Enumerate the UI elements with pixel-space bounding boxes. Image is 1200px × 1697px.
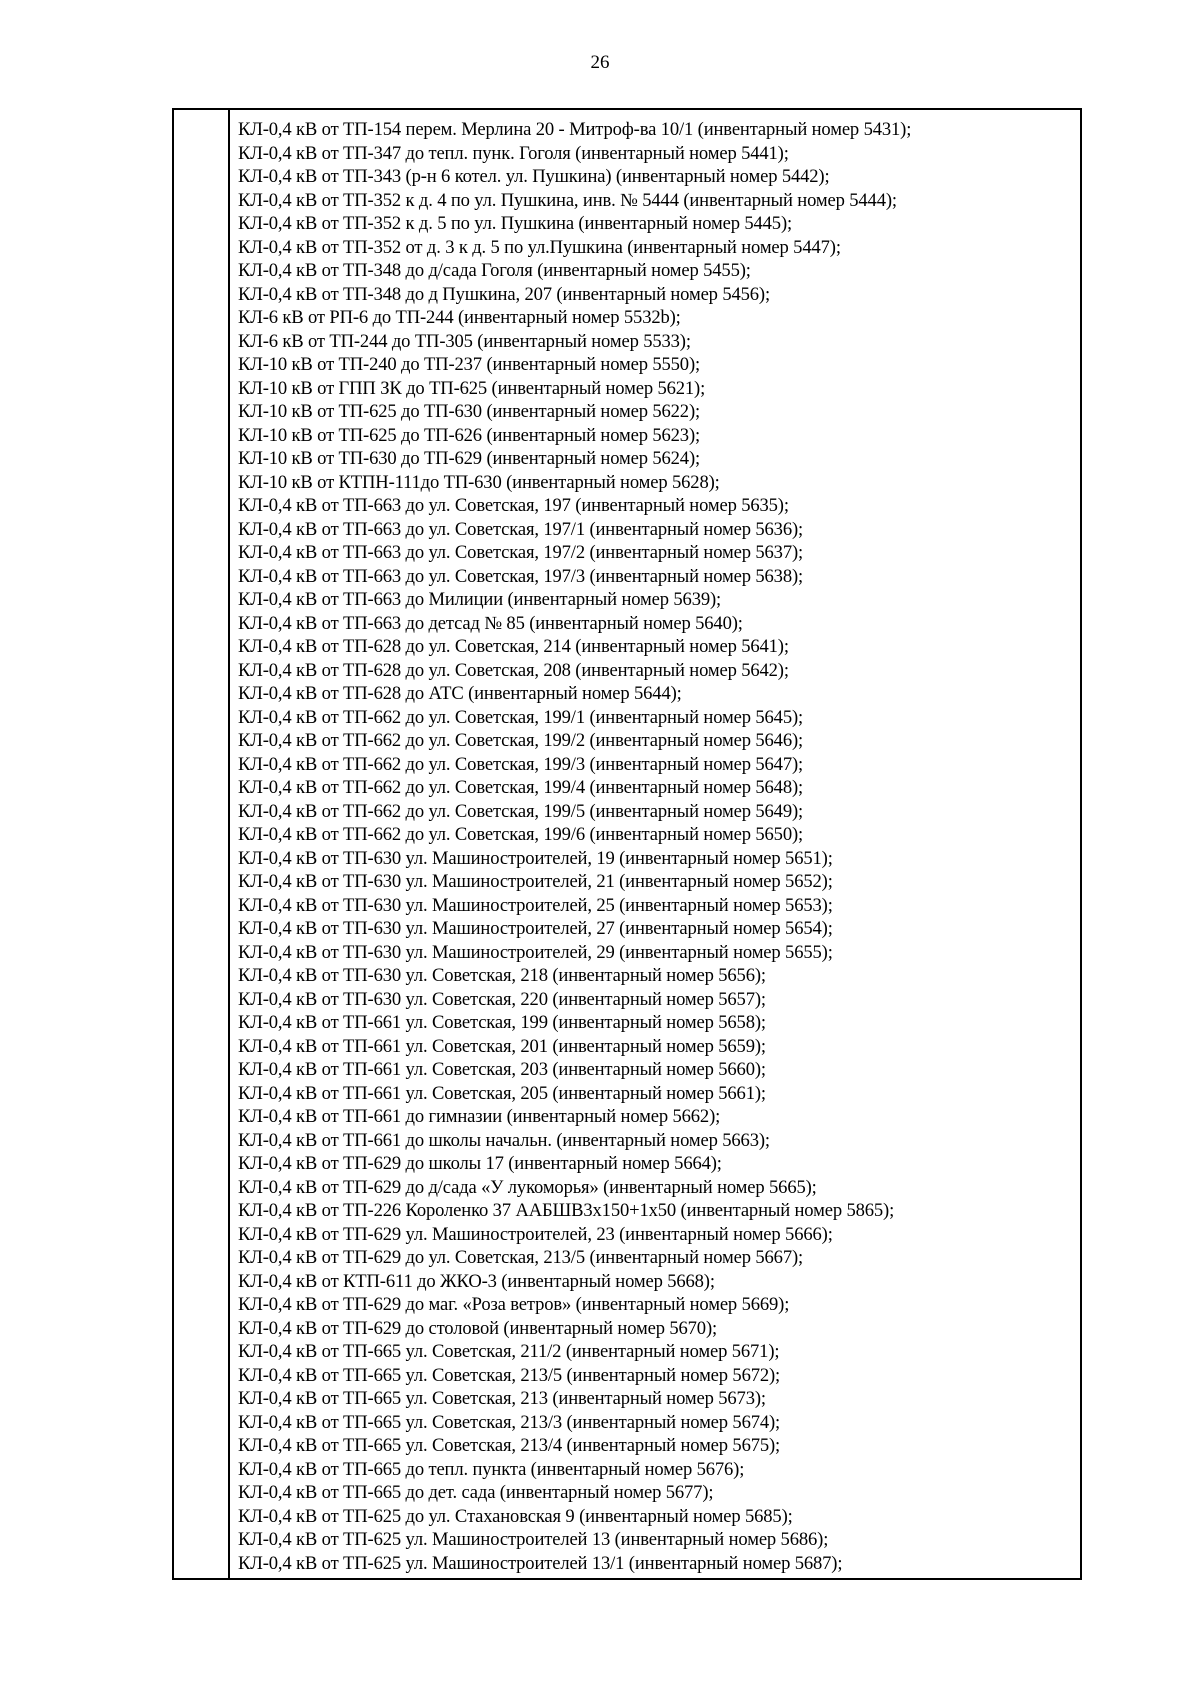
list-item: КЛ-0,4 кВ от ТП-663 до детсад № 85 (инвентарный номер 5640); bbox=[238, 612, 743, 634]
list-item: КЛ-0,4 кВ от ТП-662 до ул. Советская, 199/3 (инвентарный номер 5647); bbox=[238, 753, 804, 775]
list-item: КЛ-0,4 кВ от ТП-665 ул. Советская, 213/3 (инвентарный номер 5674); bbox=[238, 1411, 781, 1433]
list-item: КЛ-0,4 кВ от ТП-629 ул. Машиностроителей, 23 (инвентарный номер 5666); bbox=[238, 1223, 833, 1245]
list-item: КЛ-0,4 кВ от ТП-625 ул. Машиностроителей 13/1 (инвентарный номер 5687); bbox=[238, 1552, 843, 1574]
list-item: КЛ-0,4 кВ от ТП-630 ул. Советская, 218 (инвентарный номер 5656); bbox=[238, 965, 766, 986]
list-item: КЛ-0,4 кВ от ТП-628 до АТС (инвентарный номер 5644); bbox=[238, 683, 682, 704]
list-item: КЛ-0,4 кВ от ТП-625 до ул. Стахановская 9 (инвентарный номер 5685); bbox=[238, 1505, 793, 1527]
list-item: КЛ-10 кВ от ТП-625 до ТП-626 (инвентарный номер 5623); bbox=[238, 424, 701, 446]
list-item: КЛ-0,4 кВ от ТП-665 ул. Советская, 211/2 (инвентарный номер 5671); bbox=[238, 1341, 780, 1362]
list-item: КЛ-0,4 кВ от КТП-611 до ЖКО-3 (инвентарный номер 5668); bbox=[238, 1270, 715, 1292]
list-item: КЛ-0,4 кВ от ТП-352 к д. 5 по ул. Пушкина (инвентарный номер 5445); bbox=[238, 213, 792, 234]
list-item: КЛ-0,4 кВ от ТП-663 до ул. Советская, 197/2 (инвентарный номер 5637); bbox=[238, 542, 804, 563]
list-item: КЛ-0,4 кВ от ТП-628 до ул. Советская, 208 (инвентарный номер 5642); bbox=[238, 659, 789, 681]
list-item: КЛ-0,4 кВ от ТП-662 до ул. Советская, 199/1 (инвентарный номер 5645); bbox=[238, 706, 804, 728]
list-item: КЛ-0,4 кВ от ТП-629 до школы 17 (инвентарный номер 5664); bbox=[238, 1153, 722, 1174]
list-item: КЛ-0,4 кВ от ТП-662 до ул. Советская, 199/2 (инвентарный номер 5646); bbox=[238, 730, 804, 751]
list-item: КЛ-10 кВ от ГПП ЗК до ТП-625 (инвентарный номер 5621); bbox=[238, 377, 706, 399]
list-item: КЛ-0,4 кВ от ТП-661 ул. Советская, 201 (инвентарный номер 5659); bbox=[238, 1035, 766, 1057]
list-item: КЛ-0,4 кВ от ТП-662 до ул. Советская, 199/6 (инвентарный номер 5650); bbox=[238, 824, 804, 845]
list-item: КЛ-0,4 кВ от ТП-663 до Милиции (инвентарный номер 5639); bbox=[238, 589, 722, 610]
list-item: КЛ-0,4 кВ от ТП-629 до маг. «Роза ветров» (инвентарный номер 5669); bbox=[238, 1294, 790, 1315]
list-item: КЛ-10 кВ от КТПН-111до ТП-630 (инвентарный номер 5628); bbox=[238, 471, 720, 493]
list-item: КЛ-0,4 кВ от ТП-663 до ул. Советская, 197/3 (инвентарный номер 5638); bbox=[238, 565, 804, 587]
list-item: КЛ-0,4 кВ от ТП-348 до д/сада Гоголя (инвентарный номер 5455); bbox=[238, 260, 751, 281]
list-item: КЛ-0,4 кВ от ТП-663 до ул. Советская, 197 (инвентарный номер 5635); bbox=[238, 495, 789, 516]
list-item: КЛ-10 кВ от ТП-240 до ТП-237 (инвентарный номер 5550); bbox=[238, 354, 701, 375]
list-item: КЛ-0,4 кВ от ТП-343 (р-н 6 котел. ул. Пушкина) (инвентарный номер 5442); bbox=[238, 166, 830, 187]
list-item: КЛ-0,4 кВ от ТП-665 ул. Советская, 213 (инвентарный номер 5673); bbox=[238, 1388, 766, 1409]
list-item: КЛ-6 кВ от РП-6 до ТП-244 (инвентарный номер 5532b); bbox=[238, 307, 681, 328]
list-item: КЛ-0,4 кВ от ТП-665 ул. Советская, 213/5 (инвентарный номер 5672); bbox=[238, 1364, 781, 1386]
list-item: КЛ-0,4 кВ от ТП-226 Короленко 37 ААБШВ3х150+1х50 (инвентарный номер 5865); bbox=[238, 1200, 895, 1221]
list-item: КЛ-0,4 кВ от ТП-347 до тепл. пунк. Гоголя (инвентарный номер 5441); bbox=[238, 142, 789, 164]
list-item: КЛ-0,4 кВ от ТП-662 до ул. Советская, 199/5 (инвентарный номер 5649); bbox=[238, 800, 804, 822]
list-item: КЛ-0,4 кВ от ТП-630 ул. Машиностроителей, 19 (инвентарный номер 5651); bbox=[238, 847, 833, 869]
list-item: КЛ-0,4 кВ от ТП-629 до столовой (инвентарный номер 5670); bbox=[238, 1317, 718, 1339]
list-item: КЛ-0,4 кВ от ТП-630 ул. Советская, 220 (инвентарный номер 5657); bbox=[238, 988, 766, 1010]
list-item: КЛ-6 кВ от ТП-244 до ТП-305 (инвентарный номер 5533); bbox=[238, 330, 691, 352]
document-table bbox=[172, 108, 1082, 1580]
list-item: КЛ-0,4 кВ от ТП-348 до д Пушкина, 207 (инвентарный номер 5456); bbox=[238, 283, 770, 305]
list-item: КЛ-0,4 кВ от ТП-625 ул. Машиностроителей 13 (инвентарный номер 5686); bbox=[238, 1529, 829, 1550]
list-item: КЛ-0,4 кВ от ТП-661 до школы начальн. (инвентарный номер 5663); bbox=[238, 1129, 770, 1151]
page-number: 26 bbox=[590, 52, 610, 73]
list-item: КЛ-0,4 кВ от ТП-630 ул. Машиностроителей, 25 (инвентарный номер 5653); bbox=[238, 894, 833, 916]
list-item: КЛ-0,4 кВ от ТП-662 до ул. Советская, 199/4 (инвентарный номер 5648); bbox=[238, 777, 804, 798]
list-item: КЛ-0,4 кВ от ТП-661 ул. Советская, 205 (инвентарный номер 5661); bbox=[238, 1082, 766, 1104]
list-item: КЛ-0,4 кВ от ТП-352 от д. 3 к д. 5 по ул.Пушкина (инвентарный номер 5447); bbox=[238, 236, 841, 258]
list-item: КЛ-0,4 кВ от ТП-630 ул. Машиностроителей, 21 (инвентарный номер 5652); bbox=[238, 871, 833, 892]
number-column bbox=[174, 110, 230, 1578]
list-item: КЛ-0,4 кВ от ТП-352 к д. 4 по ул. Пушкина, инв. № 5444 (инвентарный номер 5444); bbox=[238, 189, 897, 211]
list-item: КЛ-0,4 кВ от ТП-628 до ул. Советская, 214 (инвентарный номер 5641); bbox=[238, 636, 789, 657]
entries-column bbox=[230, 110, 1080, 1578]
list-item: КЛ-0,4 кВ от ТП-630 ул. Машиностроителей, 29 (инвентарный номер 5655); bbox=[238, 941, 833, 963]
list-item: КЛ-0,4 кВ от ТП-154 перем. Мерлина 20 - Митроф-ва 10/1 (инвентарный номер 5431); bbox=[238, 119, 912, 140]
list-item: КЛ-0,4 кВ от ТП-665 до тепл. пункта (инвентарный номер 5676); bbox=[238, 1458, 745, 1480]
list-item: КЛ-0,4 кВ от ТП-661 до гимназии (инвентарный номер 5662); bbox=[238, 1106, 721, 1127]
list-item: КЛ-10 кВ от ТП-630 до ТП-629 (инвентарный номер 5624); bbox=[238, 448, 701, 469]
list-item: КЛ-0,4 кВ от ТП-630 ул. Машиностроителей, 27 (инвентарный номер 5654); bbox=[238, 918, 833, 939]
list-item: КЛ-10 кВ от ТП-625 до ТП-630 (инвентарный номер 5622); bbox=[238, 401, 701, 422]
list-item: КЛ-0,4 кВ от ТП-665 ул. Советская, 213/4 (инвентарный номер 5675); bbox=[238, 1435, 781, 1456]
list-item: КЛ-0,4 кВ от ТП-663 до ул. Советская, 197/1 (инвентарный номер 5636); bbox=[238, 518, 804, 540]
list-item: КЛ-0,4 кВ от ТП-629 до ул. Советская, 213/5 (инвентарный номер 5667); bbox=[238, 1247, 804, 1268]
list-item: КЛ-0,4 кВ от ТП-665 до дет. сада (инвентарный номер 5677); bbox=[238, 1482, 714, 1503]
list-item: КЛ-0,4 кВ от ТП-629 до д/сада «У лукоморья» (инвентарный номер 5665); bbox=[238, 1176, 817, 1198]
list-item: КЛ-0,4 кВ от ТП-661 ул. Советская, 203 (инвентарный номер 5660); bbox=[238, 1059, 766, 1080]
list-item: КЛ-0,4 кВ от ТП-661 ул. Советская, 199 (инвентарный номер 5658); bbox=[238, 1012, 766, 1033]
